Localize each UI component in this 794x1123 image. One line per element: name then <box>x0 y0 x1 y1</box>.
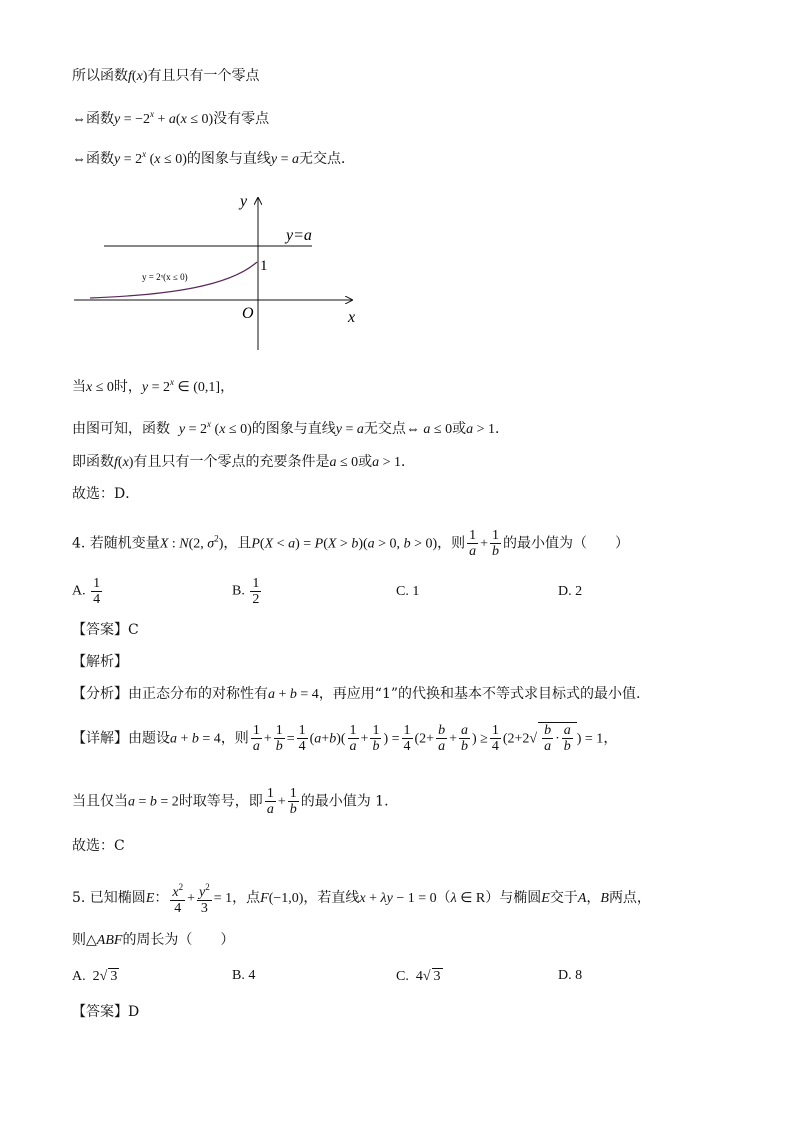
question-4-stem: 4. 若随机变量X : N(2, $\sigma^2$)，且P(X < a) = P(X > b)(a > 0, b > 0)，则 $\frac{1}{a}$ + $\frac{1}{b}$ 的最小值为（ ） <box>72 528 630 559</box>
origin-label: O <box>242 305 254 322</box>
text-line: 故选：D． <box>72 486 140 502</box>
text-line: 所以函数f(x)有且只有一个零点 <box>72 68 260 84</box>
option-d: D. 8 <box>558 968 583 983</box>
text-line: 即函数f(x)有且只有一个零点的充要条件是a ≤ 0或a > 1． <box>72 454 416 470</box>
line-label: y=a <box>286 227 312 244</box>
intercept-label: 1 <box>260 258 268 274</box>
option-c: C. 1 <box>396 584 420 599</box>
option-c: C. 4√ 3 <box>396 969 441 984</box>
text-line: 故选：C <box>72 838 125 854</box>
option-b: B. $\frac{1}{2}$ <box>232 576 260 607</box>
curve-label: y = 2ˣ(x ≤ 0) <box>142 272 188 282</box>
text-line: 由图可知，函数 $y = 2^x$ (x ≤ 0)的图象与直线y = a无交点⇔ a ≤ 0或a > 1． <box>72 419 509 437</box>
option-d: D. 2 <box>558 584 583 599</box>
option-a: A. 2√ 3 <box>72 969 118 984</box>
option-a: A. $\frac{1}{4}$ <box>72 576 101 607</box>
equality-text: 当且仅当a = b = 2时取等号，即 $\frac{1}{a}$ + $\frac{1}{b}$ 的最小值为 1. <box>72 786 389 817</box>
y-axis-label: y <box>240 193 248 210</box>
text-line: 当x ≤ 0时，$y = 2^x$ ∈ (0,1]， <box>72 377 235 395</box>
question-5-stem: 5. 已知椭圆E： $\frac{x^2}{4}$ + $\frac{y^2}{3}$ = 1，点F(−1,0)，若直线x + λy − 1 = 0（λ ∈ R）与椭圆E交于A，B两点， <box>72 882 651 916</box>
analysis-heading: 【解析】 <box>72 654 128 670</box>
answer-label: 【答案】C <box>72 622 139 638</box>
x-axis-label: x <box>348 309 356 326</box>
option-b: B. 4 <box>232 968 256 983</box>
detail-text: 【详解】由题设a + b = 4，则 $\frac{1}{a}$ + $\frac{1}{b}$ = $\frac{1}{4}$ (a+b)( $\frac{1}{a}$ + $\frac{1}{b}$ ) = $\frac{1}{4}$ (2+ $\frac{b}{a}$ + $\frac{a}{b}$ ) ≥ $\frac{1}{4}$ (2+2√ $\frac{b}{a}$ · $\frac{a}{b}$ ) = 1， <box>72 723 618 754</box>
question-5-stem-line2: 则△ABF的周长为（ ） <box>72 932 235 948</box>
answer-label: 【答案】D <box>72 1004 140 1020</box>
analysis-text: 【分析】由正态分布的对称性有a + b = 4，再应用“1”的代换和基本不等式求目标式的最小值. <box>72 686 641 702</box>
text-line: ⇔函数$y = 2^x$ (x ≤ 0)的图象与直线y = a无交点． <box>72 149 355 167</box>
text-line: ⇔函数$y = -2^x + a(x \le 0)$没有零点 <box>72 109 270 127</box>
function-graph <box>60 188 370 358</box>
